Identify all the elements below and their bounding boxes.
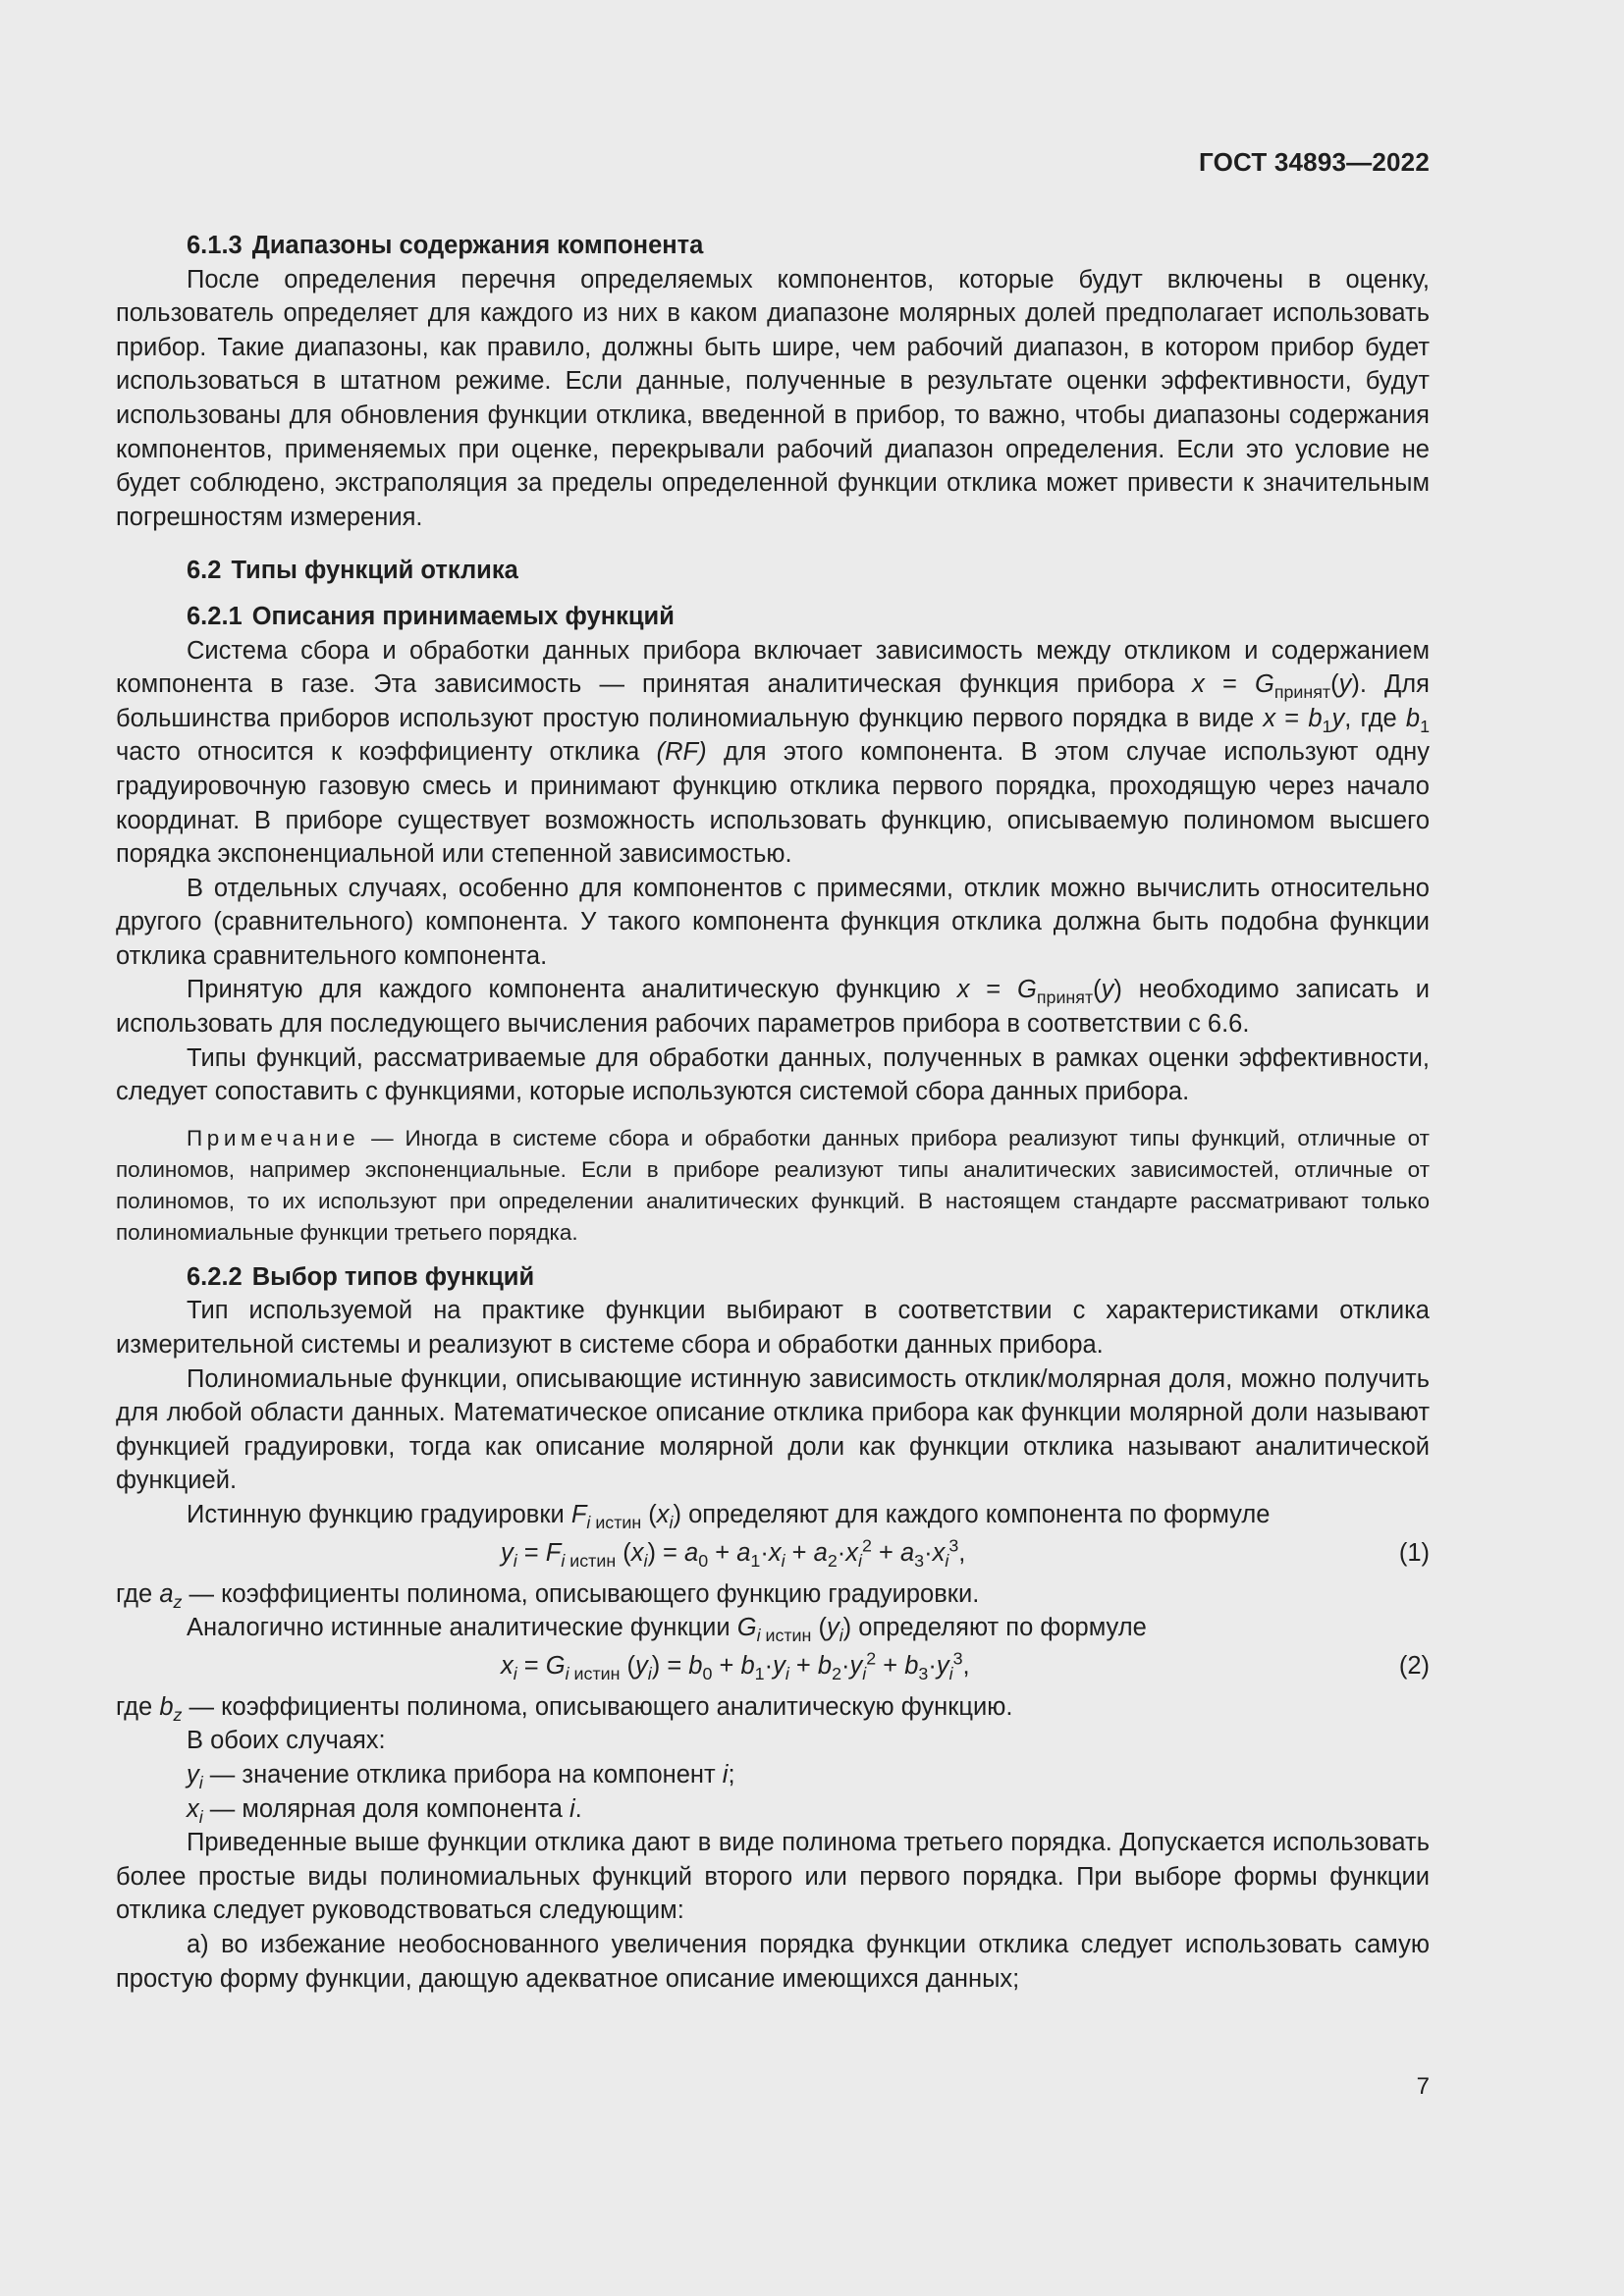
- text-run: для этого компонента. В этом случае используют одну градуировочную газовую смесь и принимают функцию отклика первого порядка, проходящую через начало координат. В приборе существует возможность использовать функцию, описываемую полиномом высшего порядка экспоненциальной или степенной зависимостью.: [116, 738, 1430, 869]
- math-subscript: i: [669, 1513, 674, 1533]
- math-subscript: z: [173, 1704, 183, 1725]
- section-6-2-1-heading: [116, 600, 1430, 634]
- math-var: x: [1192, 670, 1205, 699]
- formula-expression: $x_i = G_{i истин}$ $(y_i) = b_0 + b_1\cdot y_i + b_2\cdot y_i^2 + b_3\cdot y_i^3$,: [501, 1648, 970, 1683]
- text-run: — молярная доля компонента: [202, 1794, 569, 1823]
- math-subscript: i: [198, 1806, 203, 1827]
- math-var: y: [1338, 670, 1352, 699]
- paragraph: Полиномиальные функции, описывающие истинную зависимость отклик/молярная доля, можно получить для любой области данных. Математическое описание отклика прибора как функции молярной доли называют функцией градуировки, тогда как описание молярной доли как функции отклика называют аналитической функцией.: [116, 1364, 1430, 1495]
- text-run: .: [574, 1794, 582, 1823]
- note-text: — Иногда в системе сбора и обработки данных прибора реализуют типы функций, отличные от полиномов, например экспоненциальные. Если в приборе реализуют типы аналитических зависимостей, отличные от полиномов, то их используют при определении аналитических функций. В настоящем стандарте рассматривают только полиномиальные функции третьего порядка.: [116, 1125, 1430, 1245]
- math-subscript: принят: [1036, 988, 1094, 1008]
- math-subscript: принят: [1273, 682, 1331, 703]
- math-var: y: [826, 1614, 839, 1642]
- math-subscript: z: [173, 1591, 183, 1612]
- section-6-2-2-heading: [116, 1260, 1430, 1295]
- text-run: — коэффициенты полинома, описывающего аналитическую функцию.: [182, 1692, 1013, 1721]
- paragraph: Принятую для каждого компонента аналитическую функцию $x = G_{принят}(y)$ необходимо записать и использовать для последующего вычисления рабочих параметров прибора в соответствии с 6.6.: [116, 976, 1430, 1039]
- math-subscript: i: [586, 1513, 591, 1533]
- math-var: G: [1254, 670, 1274, 699]
- paragraph: [116, 1690, 1430, 1725]
- section-title: Типы функций отклика: [231, 557, 518, 585]
- text-run: , где: [1344, 704, 1406, 732]
- math-var: x: [187, 1794, 199, 1823]
- list-item-a: а) во избежание необоснованного увеличения порядка функции отклика следует использовать самую простую форму функции, дающую адекватное описание имеющихся данных;: [116, 1930, 1430, 1993]
- math-var: y: [1331, 704, 1345, 732]
- formula-number: (1): [1398, 1538, 1430, 1567]
- paragraph: Система сбора и обработки данных прибора включает зависимость между откликом и содержанием компонента в газе. Эта зависимость — принятая аналитическая функция прибора $x = G_{принят}(y)$. Для большинства приборов используют простую полиномиальную функцию первого порядка в виде $x = b_1y$, где $b_1$ часто относится к коэффициенту отклика (RF) для этого компонента. В этом случае используют одну градуировочную газовую смесь и принимают функцию отклика первого порядка, проходящую через начало координат. В приборе существует возможность использовать функцию, описываемую полиномом высшего порядка экспоненциальной или степенной зависимостью.: [116, 636, 1430, 869]
- paragraph: Аналогично истинные аналитические функции $G_{i истин}$ $(y_i)$ определяют по формуле: [187, 1614, 1147, 1646]
- paragraph: [116, 1577, 1430, 1612]
- formula-expression: $y_i = F_{i истин}$ $(x_i) = a_0 + a_1\cdot x_i + a_2\cdot x_i^2 + a_3\cdot x_i^3$,: [501, 1535, 966, 1571]
- math-subscript: 1: [1322, 716, 1332, 736]
- math-var: G: [1017, 976, 1037, 1004]
- page-number: 7: [1416, 2073, 1430, 2100]
- math-subscript: i: [839, 1626, 843, 1646]
- text-run: где: [116, 1692, 160, 1721]
- text-run: часто относится к коэффициенту отклика: [116, 738, 657, 767]
- text-run: определяют для каждого компонента по формуле: [681, 1501, 1271, 1528]
- text-run: =: [1204, 670, 1255, 699]
- note-block: [116, 1123, 1430, 1249]
- paragraph: Приведенные выше функции отклика дают в виде полинома третьего порядка. Допускается использовать более простые виды полиномиальных функций второго или первого порядка. При выборе формы функции отклика следует руководствоваться следующим:: [116, 1829, 1430, 1925]
- math-var: x: [656, 1501, 670, 1528]
- text-run: Система сбора и обработки данных прибора включает зависимость между откликом и содержанием компонента в газе. Эта зависимость — принятая аналитическая функция прибора: [116, 636, 1430, 699]
- math-var: b: [159, 1692, 174, 1721]
- section-title: Диапазоны содержания компонента: [251, 232, 704, 259]
- math-var: y: [187, 1760, 199, 1789]
- math-subscript: i: [756, 1626, 761, 1646]
- math-var: i: [569, 1794, 575, 1823]
- math-subscript: 1: [1420, 716, 1430, 736]
- text-run: Истинную функцию градуировки: [187, 1501, 571, 1528]
- note-paragraph: [116, 1123, 1430, 1249]
- document-id-header: ГОСТ 34893—2022: [1199, 147, 1430, 177]
- text-run: — значение отклика прибора на компонент: [202, 1760, 723, 1789]
- paragraph: В отдельных случаях, особенно для компонентов с примесями, отклик можно вычислить относительно другого (сравнительного) компонента. У такого компонента функция отклика должна быть подобна функции отклика сравнительного компонента.: [116, 874, 1430, 970]
- text-run: =: [969, 976, 1018, 1004]
- text-run: определяют по формуле: [851, 1614, 1147, 1642]
- math-var: x: [956, 976, 970, 1004]
- formula-1: [116, 1532, 1430, 1577]
- text-run: =: [1275, 704, 1309, 732]
- text-run: необходимо записать и использовать для последующего вычисления рабочих параметров прибора в соответствии с 6.6.: [116, 976, 1430, 1039]
- math-var: x: [1263, 704, 1276, 732]
- text-run: . Для большинства приборов используют простую полиномиальную функцию первого порядка в виде: [116, 670, 1430, 732]
- note-label: Примечание: [187, 1125, 360, 1150]
- definition-item: [116, 1792, 1430, 1827]
- section-number: 6.2.1: [187, 602, 243, 630]
- section-number: 6.2.2: [187, 1262, 243, 1291]
- math-subscript: истин: [590, 1513, 642, 1533]
- formula-number: (2): [1398, 1651, 1430, 1680]
- text-run: Принятую для каждого компонента аналитическую функцию: [187, 976, 957, 1004]
- paragraph: Тип используемой на практике функции выбирают в соответствии с характеристиками отклика измерительной системы и реализуют в системе сбора и обработки данных прибора.: [116, 1297, 1430, 1360]
- paragraph: Типы функций, рассматриваемые для обработки данных, полученных в рамках оценки эффективности, следует сопоставить с функциями, которые используются системой сбора данных прибора.: [116, 1043, 1430, 1106]
- text-run: Аналогично истинные аналитические функции: [187, 1614, 737, 1642]
- math-var: i: [722, 1760, 729, 1789]
- section-6-2-heading: [116, 554, 1430, 588]
- math-subscript: истин: [760, 1626, 812, 1646]
- math-var: y: [1101, 976, 1114, 1004]
- math-var: G: [736, 1614, 757, 1642]
- definition-item: [116, 1758, 1430, 1792]
- formula-2: [116, 1645, 1430, 1690]
- math-subscript: i: [198, 1773, 203, 1793]
- math-var: F: [570, 1501, 587, 1528]
- section-title: Описания принимаемых функций: [251, 602, 675, 630]
- math-var: b: [1308, 704, 1323, 732]
- section-6-1-3-heading: [116, 229, 1430, 263]
- section-number: 6.1.3: [187, 232, 243, 259]
- paragraph: Истинную функцию градуировки $F_{i истин}$ $(x_i)$ определяют для каждого компонента по формуле: [187, 1501, 1271, 1533]
- section-number: 6.2: [187, 557, 222, 585]
- section-title: Выбор типов функций: [251, 1262, 535, 1291]
- text-run: — коэффициенты полинома, описывающего функцию градуировки.: [182, 1579, 980, 1608]
- math-var: b: [1405, 704, 1421, 732]
- paragraph: В обоих случаях:: [187, 1727, 386, 1755]
- text-run: где: [116, 1579, 160, 1608]
- math-var: a: [159, 1579, 174, 1608]
- paragraph: После определения перечня определяемых компонентов, которые будут включены в оценку, пользователь определяет для каждого из них в каком диапазоне молярных долей предполагает использовать прибор. Такие диапазоны, как правило, должны быть шире, чем рабочий диапазон, в котором прибор будет использоваться в штатном режиме. Если данные, полученные в результате оценки эффективности, будут использованы для обновления функции отклика, введенной в прибор, то важно, чтобы диапазоны содержания компонентов, применяемых при оценке, перекрывали рабочий диапазон определения. Если это условие не будет соблюдено, экстраполяция за пределы определенной функции отклика может привести к значительным погрешностям измерения.: [116, 265, 1430, 531]
- math-var: (RF): [656, 738, 707, 767]
- page-content: [116, 0, 1430, 1996]
- text-run: ;: [728, 1760, 735, 1789]
